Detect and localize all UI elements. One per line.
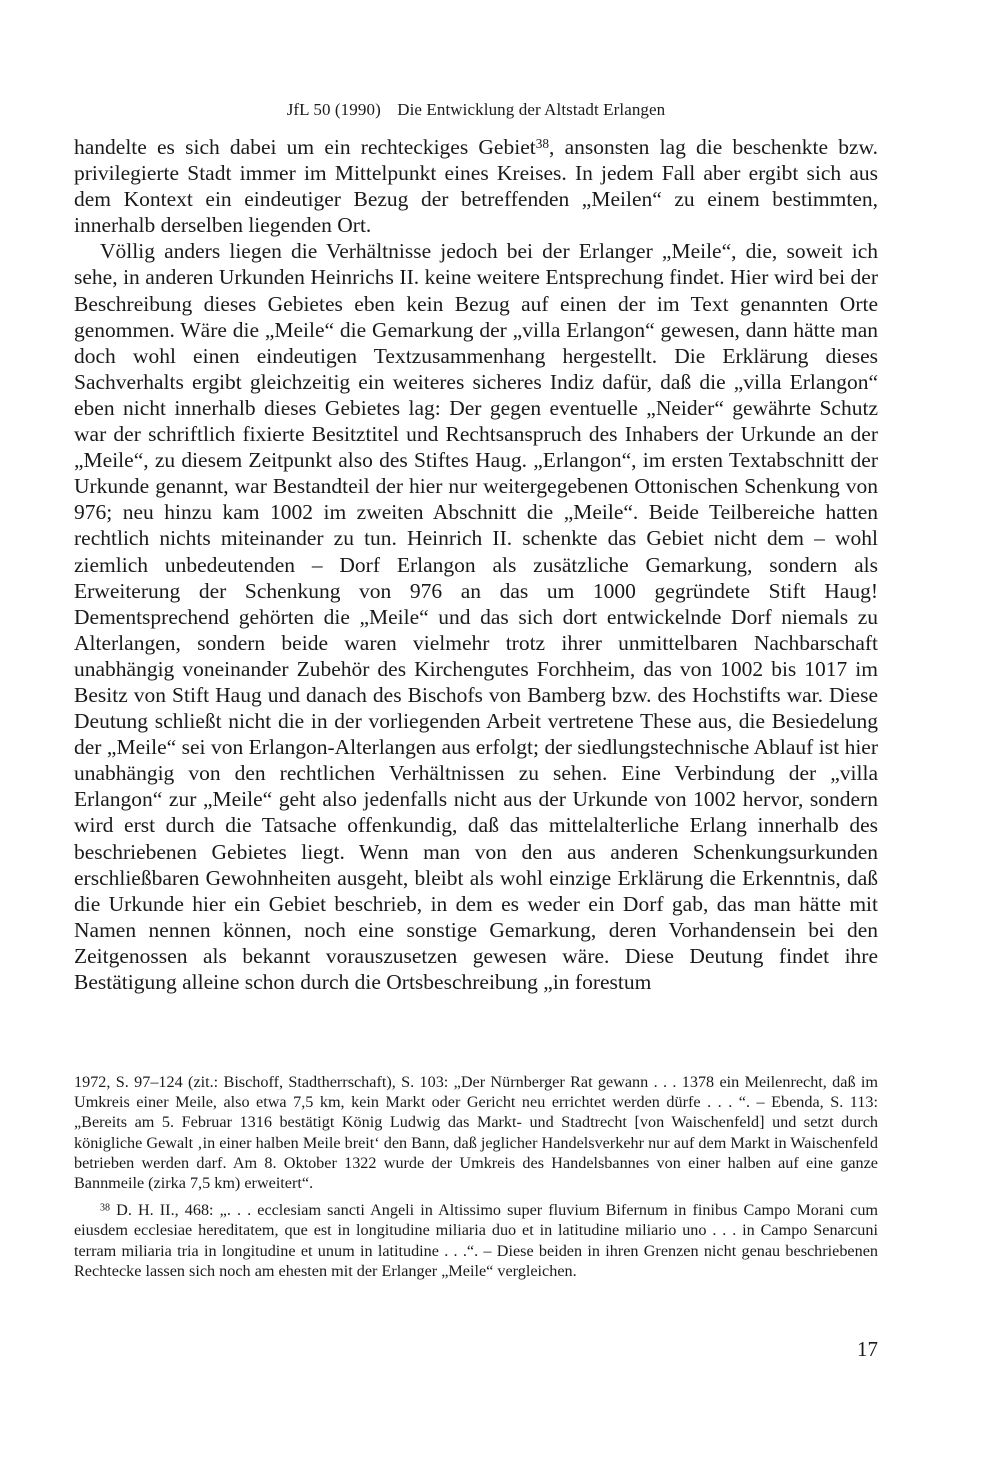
page-number: 17 [857, 1337, 878, 1361]
document-page [74, 0, 878, 1463]
footnote-38-number: 38 [100, 1202, 111, 1214]
paragraph-1-end: , ansonsten lag die beschenkte bzw. privilegierte Stadt immer im Mittelpunkt eines Kreises. In jedem Fall aber ergibt sich aus dem Kontext ein eindeutiger Bezug der betreffenden „Meilen“ zu einem bestimmten, innerhalb derselben liegenden Ort. [74, 135, 878, 238]
paragraph-1 [74, 134, 878, 238]
footnotes [74, 1072, 878, 1281]
paragraph-1-start: handelte es sich dabei um ein rechteckiges Gebiet [74, 135, 536, 159]
footnote-38-text: D. H. II., 468: „. . . ecclesiam sancti Angeli in Altissimo super fluvium Bifernum in finibus Campo Morani cum eiusdem ecclesiae hereditatem, que est in longitudine miliaria duo et in latitudine miliario uno . . . in Campo Senarcuni terram miliaria tria in longitudine et unum in latitudine . . .“. – Diese beiden in ihren Grenzen nicht genau beschriebenen Rechtecke lassen sich noch am ehesten mit der Erlanger „Meile“ vergleichen. [74, 1201, 878, 1280]
article-title: Die Entwicklung der Altstadt Erlangen [397, 100, 666, 119]
journal-citation: JfL 50 (1990) [286, 100, 381, 119]
footnote-reference: 38 [535, 136, 550, 152]
running-header [74, 100, 878, 120]
footnote-continued: 1972, S. 97–124 (zit.: Bischoff, Stadtherrschaft), S. 103: „Der Nürnberger Rat gewann . . . 1378 ein Meilenrecht, daß im Umkreis einer Meile, also etwa 7,5 km, kein Markt oder Gericht neu errichtet werden dürfe . . . “. – Ebenda, S. 113: „Bereits am 5. Februar 1316 bestätigt König Ludwig das Markt- und Stadtrecht [von Waischenfeld] und setzt durch königliche Gewalt ‚in einer halben Meile breit‘ den Bann, daß jeglicher Handelsverkehr nur auf dem Markt in Waischenfeld betrieben werden darf. Am 8. Oktober 1322 wurde der Umkreis des Handelsbannes von einer halben auf eine ganze Bannmeile (zirka 7,5 km) erweitert“. [74, 1073, 878, 1193]
footnote-38 [74, 1200, 878, 1281]
main-text [74, 134, 878, 995]
paragraph-2: Völlig anders liegen die Verhältnisse jedoch bei der Erlanger „Meile“, die, soweit ich sehe, in anderen Urkunden Heinrichs II. keine weitere Entsprechung findet. Hier wird bei der Beschreibung dieses Gebietes eben kein Bezug auf einen der im Text genannten Orte genommen. Wäre die „Meile“ die Gemarkung der „villa Erlangon“ gewesen, dann hätte man doch wohl einen eindeutigen Textzusammenhang hergestellt. Die Erklärung dieses Sachverhalts ergibt gleichzeitig ein weiteres sicheres Indiz dafür, daß die „villa Erlangon“ eben nicht innerhalb dieses Gebietes lag: Der gegen eventuelle „Neider“ gewährte Schutz war der schriftlich fixierte Besitztitel und Rechtsanspruch des Inhabers der Urkunde an der „Meile“, zu diesem Zeitpunkt also des Stiftes Haug. „Erlangon“, im ersten Textabschnitt der Urkunde genannt, war Bestandteil der hier nur weitergegebenen Ottonischen Schenkung von 976; neu hinzu kam 1002 im zweiten Abschnitt die „Meile“. Beide Teilbereiche hatten rechtlich nichts miteinander zu tun. Heinrich II. schenkte das Gebiet nicht dem – wohl ziemlich unbedeutenden – Dorf Erlangon als zusätzliche Gemarkung, sondern als Erweiterung der Schenkung von 976 an das um 1000 gegründete Stift Haug! Dementsprechend gehörten die „Meile“ und das sich dort entwickelnde Dorf niemals zu Alterlangen, sondern beide waren vielmehr trotz ihrer unmittelbaren Nachbarschaft unabhängig voneinander Zubehör des Kirchengutes Forchheim, das von 1002 bis 1017 im Besitz von Stift Haug und danach des Bischofs von Bamberg bzw. des Hochstifts war. Diese Deutung schließt nicht die in der vorliegenden Arbeit vertretene These aus, die Besiedelung der „Meile“ sei von Erlangon-Alterlangen aus erfolgt; der siedlungstechnische Ablauf ist hier unabhängig von den rechtlichen Verhältnissen zu sehen. Eine Verbindung der „villa Erlangon“ zur „Meile“ geht also jedenfalls nicht aus der Urkunde von 1002 hervor, sondern wird erst durch die Tatsache offenkundig, daß das mittelalterliche Erlang innerhalb des beschriebenen Gebietes liegt. Wenn man von den aus anderen Schenkungsurkunden erschließbaren Gewohnheiten ausgeht, bleibt als wohl einzige Erklärung die Erkenntnis, daß die Urkunde hier ein Gebiet beschrieb, in dem es weder ein Dorf gab, das man hätte mit Namen nennen können, noch eine sonstige Gemarkung, deren Vorhandensein bei den Zeitgenossen als bekannt vorauszusetzen gewesen wäre. Diese Deutung findet ihre Bestätigung alleine schon durch die Ortsbeschreibung „in forestum [74, 239, 878, 994]
